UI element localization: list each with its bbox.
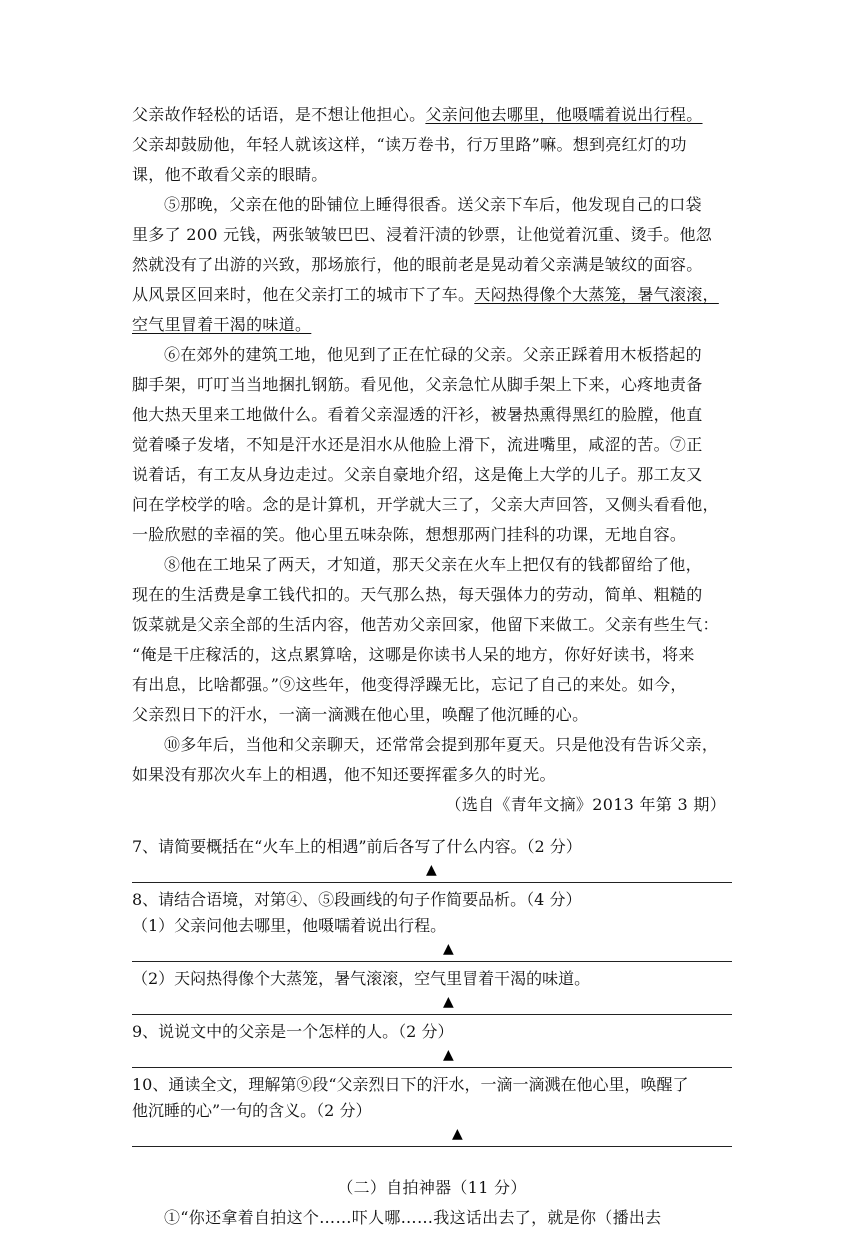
answer-line-q10[interactable] [132, 1146, 732, 1147]
question-8: 8、请结合语境，对第④、⑤段画线的句子作简要品析。（4 分） [132, 890, 582, 909]
passage-line: 里多了 200 元钱，两张皱皱巴巴、浸着汗渍的钞票，让他觉着沉重、烫手。他忽 [132, 225, 713, 244]
answer-marker-row [132, 939, 732, 959]
passage-line: 脚手架，叮叮当当地捆扎钢筋。看见他，父亲急忙从脚手架上下来，心疼地责备 [132, 375, 703, 394]
question-8-part-1: （1）父亲问他去哪里，他嗫嚅着说出行程。 [132, 916, 447, 935]
passage-line: 父亲却鼓励他，年轻人就该这样，“读万卷书，行万里路”嘛。想到亮红灯的功 [132, 135, 687, 154]
answer-line-q8-2[interactable] [132, 1014, 732, 1015]
answer-triangle-icon: ▲ [443, 1047, 454, 1063]
answer-triangle-icon: ▲ [443, 994, 454, 1010]
section-first-line: ①“你还拿着自拍这个……吓人哪……我这话出去了，就是你（播出去 [164, 1208, 662, 1227]
answer-marker-row [132, 1124, 732, 1144]
answer-marker-row [132, 860, 732, 880]
passage-line [132, 100, 732, 130]
passage-text: 从风景区回来时，他在父亲打工的城市下了车。 [132, 285, 475, 304]
answer-line-q9[interactable] [132, 1067, 732, 1068]
answer-triangle-icon: ▲ [426, 862, 437, 878]
section-title: （二）自拍神器（11 分） [337, 1178, 527, 1197]
passage-line [132, 280, 732, 310]
passage-line: 现在的生活费是拿工钱代扣的。天气那么热，每天强体力的劳动，简单、粗糙的 [132, 585, 703, 604]
question-10-cont: 他沉睡的心”一句的含义。（2 分） [132, 1101, 372, 1120]
paragraph-6-start: ⑥在郊外的建筑工地，他见到了正在忙碌的父亲。父亲正踩着用木板搭起的 [164, 345, 702, 364]
passage-line: 问在学校学的啥。念的是计算机，开学就大三了，父亲大声回答，又侧头看看他， [132, 495, 719, 514]
document-page [132, 100, 732, 1233]
passage-line: “俺是干庄稼活的，这点累算啥，这哪是你读书人呆的地方，你好好读书，将来 [132, 645, 695, 664]
answer-marker-row [132, 1045, 732, 1065]
passage-line: 说着话，有工友从身边走过。父亲自豪地介绍，这是俺上大学的儿子。那工友又 [132, 465, 703, 484]
passage-line: 觉着嗓子发堵，不知是汗水还是泪水从他脸上滑下，流进嘴里，咸涩的苦。⑦正 [132, 435, 703, 454]
passage-line: 饭菜就是父亲全部的生活内容，他苦劝父亲回家，他留下来做工。父亲有些生气： [132, 615, 719, 634]
underlined-sentence-1: 父亲问他去哪里，他嗫嚅着说出行程。 [425, 105, 703, 124]
question-8-part-2: （2）天闷热得像个大蒸笼，暑气滚滚，空气里冒着干渴的味道。 [132, 969, 591, 988]
passage-text: 父亲故作轻松的话语，是不想让他担心。 [132, 105, 426, 124]
passage-line: 他大热天里来工地做什么。看着父亲湿透的汗衫，被暑热熏得黑红的脸膛，他直 [132, 405, 703, 424]
passage-line: 然就没有了出游的兴致，那场旅行，他的眼前老是晃动着父亲满是皱纹的面容。 [132, 255, 703, 274]
passage-line: 课，他不敢看父亲的眼睛。 [132, 165, 328, 184]
answer-triangle-icon: ▲ [452, 1126, 463, 1142]
answer-triangle-icon: ▲ [443, 941, 454, 957]
paragraph-10-start: ⑩多年后，当他和父亲聊天，还常常会提到那年夏天。只是他没有告诉父亲， [164, 735, 719, 754]
question-7: 7、请简要概括在“火车上的相遇”前后各写了什么内容。（2 分） [132, 837, 582, 856]
passage-line: 有出息，比啥都强。”⑨这些年，他变得浮躁无比，忘记了自己的来处。如今， [132, 675, 687, 694]
answer-line-q7[interactable] [132, 882, 732, 883]
passage-line: 如果没有那次火车上的相遇，他不知还要挥霍多久的时光。 [132, 765, 556, 784]
paragraph-5-start: ⑤那晚，父亲在他的卧铺位上睡得很香。送父亲下车后，他发现自己的口袋 [164, 195, 702, 214]
answer-line-q8-1[interactable] [132, 961, 732, 962]
answer-marker-row [132, 992, 732, 1012]
underlined-sentence-2: 天闷热得像个大蒸笼，暑气滚滚， [474, 285, 719, 304]
paragraph-8-start: ⑧他在工地呆了两天，才知道，那天父亲在火车上把仅有的钱都留给了他， [164, 555, 702, 574]
question-9: 9、说说文中的父亲是一个怎样的人。（2 分） [132, 1022, 454, 1041]
passage-line: 一脸欣慰的幸福的笑。他心里五味杂陈，想想那两门挂科的功课，无地自容。 [132, 525, 687, 544]
question-10: 10、通读全文，理解第⑨段“父亲烈日下的汗水，一滴一滴溅在他心里，唤醒了 [132, 1075, 689, 1094]
passage-line [132, 310, 732, 340]
underlined-sentence-2-cont: 空气里冒着干渴的味道。 [132, 315, 312, 334]
passage-line: 父亲烈日下的汗水，一滴一滴溅在他心里，唤醒了他沉睡的心。 [132, 705, 589, 724]
source-citation: （选自《青年文摘》2013 年第 3 期） [445, 795, 726, 814]
